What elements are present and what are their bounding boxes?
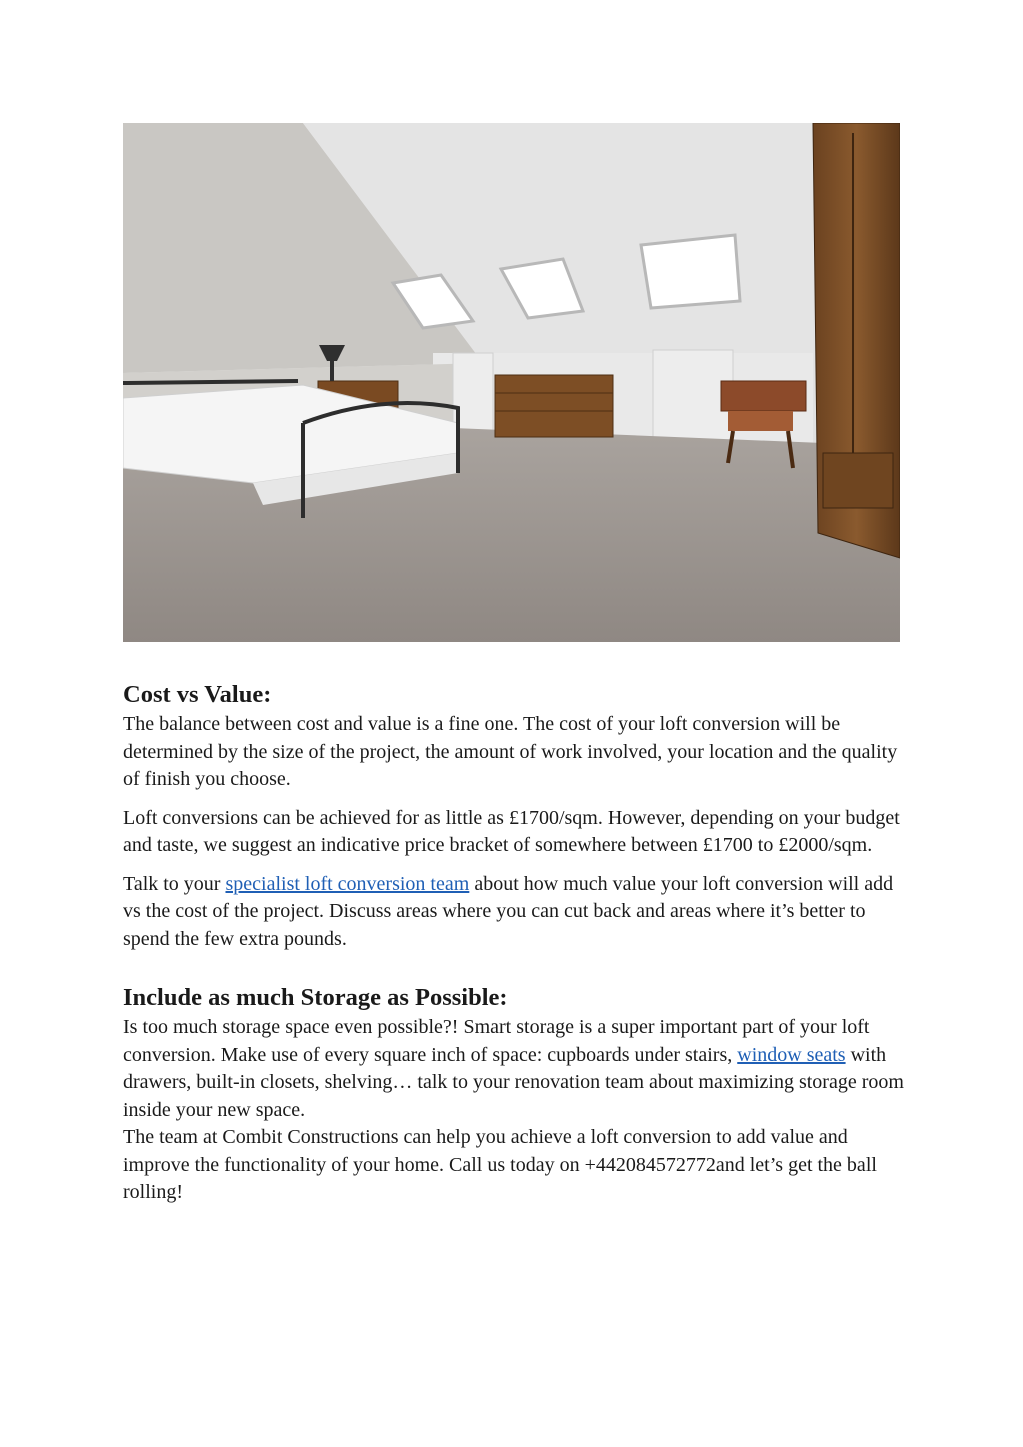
article-body xyxy=(123,678,913,1207)
specialist-team-link[interactable]: specialist loft conversion team xyxy=(225,872,470,895)
storage-heading: Include as much Storage as Possible: xyxy=(123,984,508,1011)
bedroom-photo-icon xyxy=(123,123,900,642)
loft-bedroom-photo xyxy=(123,123,900,642)
paragraph-text: Talk to your xyxy=(123,872,226,895)
window-seats-link[interactable]: window seats xyxy=(737,1043,846,1066)
storage-paragraph-2: The team at Combit Constructions can help you achieve a loft conversion to add value and improve the functionality of your home. Call us today on +442084572772and let’s get the ball rolling! xyxy=(123,1126,877,1203)
paragraph-text: with drawers, built-in closets, shelving… talk to your renovation team about maximizing storage room inside your new space. xyxy=(123,1043,904,1121)
paragraph-text: Is too much storage space even possible?! Smart storage is a super important part of your loft conversion. Make use of every square inch of space: cupboards under stairs, xyxy=(123,1016,870,1066)
cost-paragraph-2: Loft conversions can be achieved for as little as £1700/sqm. However, depending on your budget and taste, we suggest an indicative price bracket of somewhere between £1700 to £2000/sqm. xyxy=(123,806,900,856)
cost-paragraph-3 xyxy=(123,871,913,954)
storage-paragraph-1 xyxy=(123,1014,913,1124)
cost-paragraph-1: The balance between cost and value is a fine one. The cost of your loft conversion will be determined by the size of the project, the amount of work involved, your location and the quality of finish you choose. xyxy=(123,713,898,790)
cost-vs-value-heading: Cost vs Value: xyxy=(123,681,272,708)
paragraph-text: about how much value your loft conversion will add vs the cost of the project. Discuss areas where you can cut back and areas where it’s better to spend the few extra pounds. xyxy=(123,872,894,950)
